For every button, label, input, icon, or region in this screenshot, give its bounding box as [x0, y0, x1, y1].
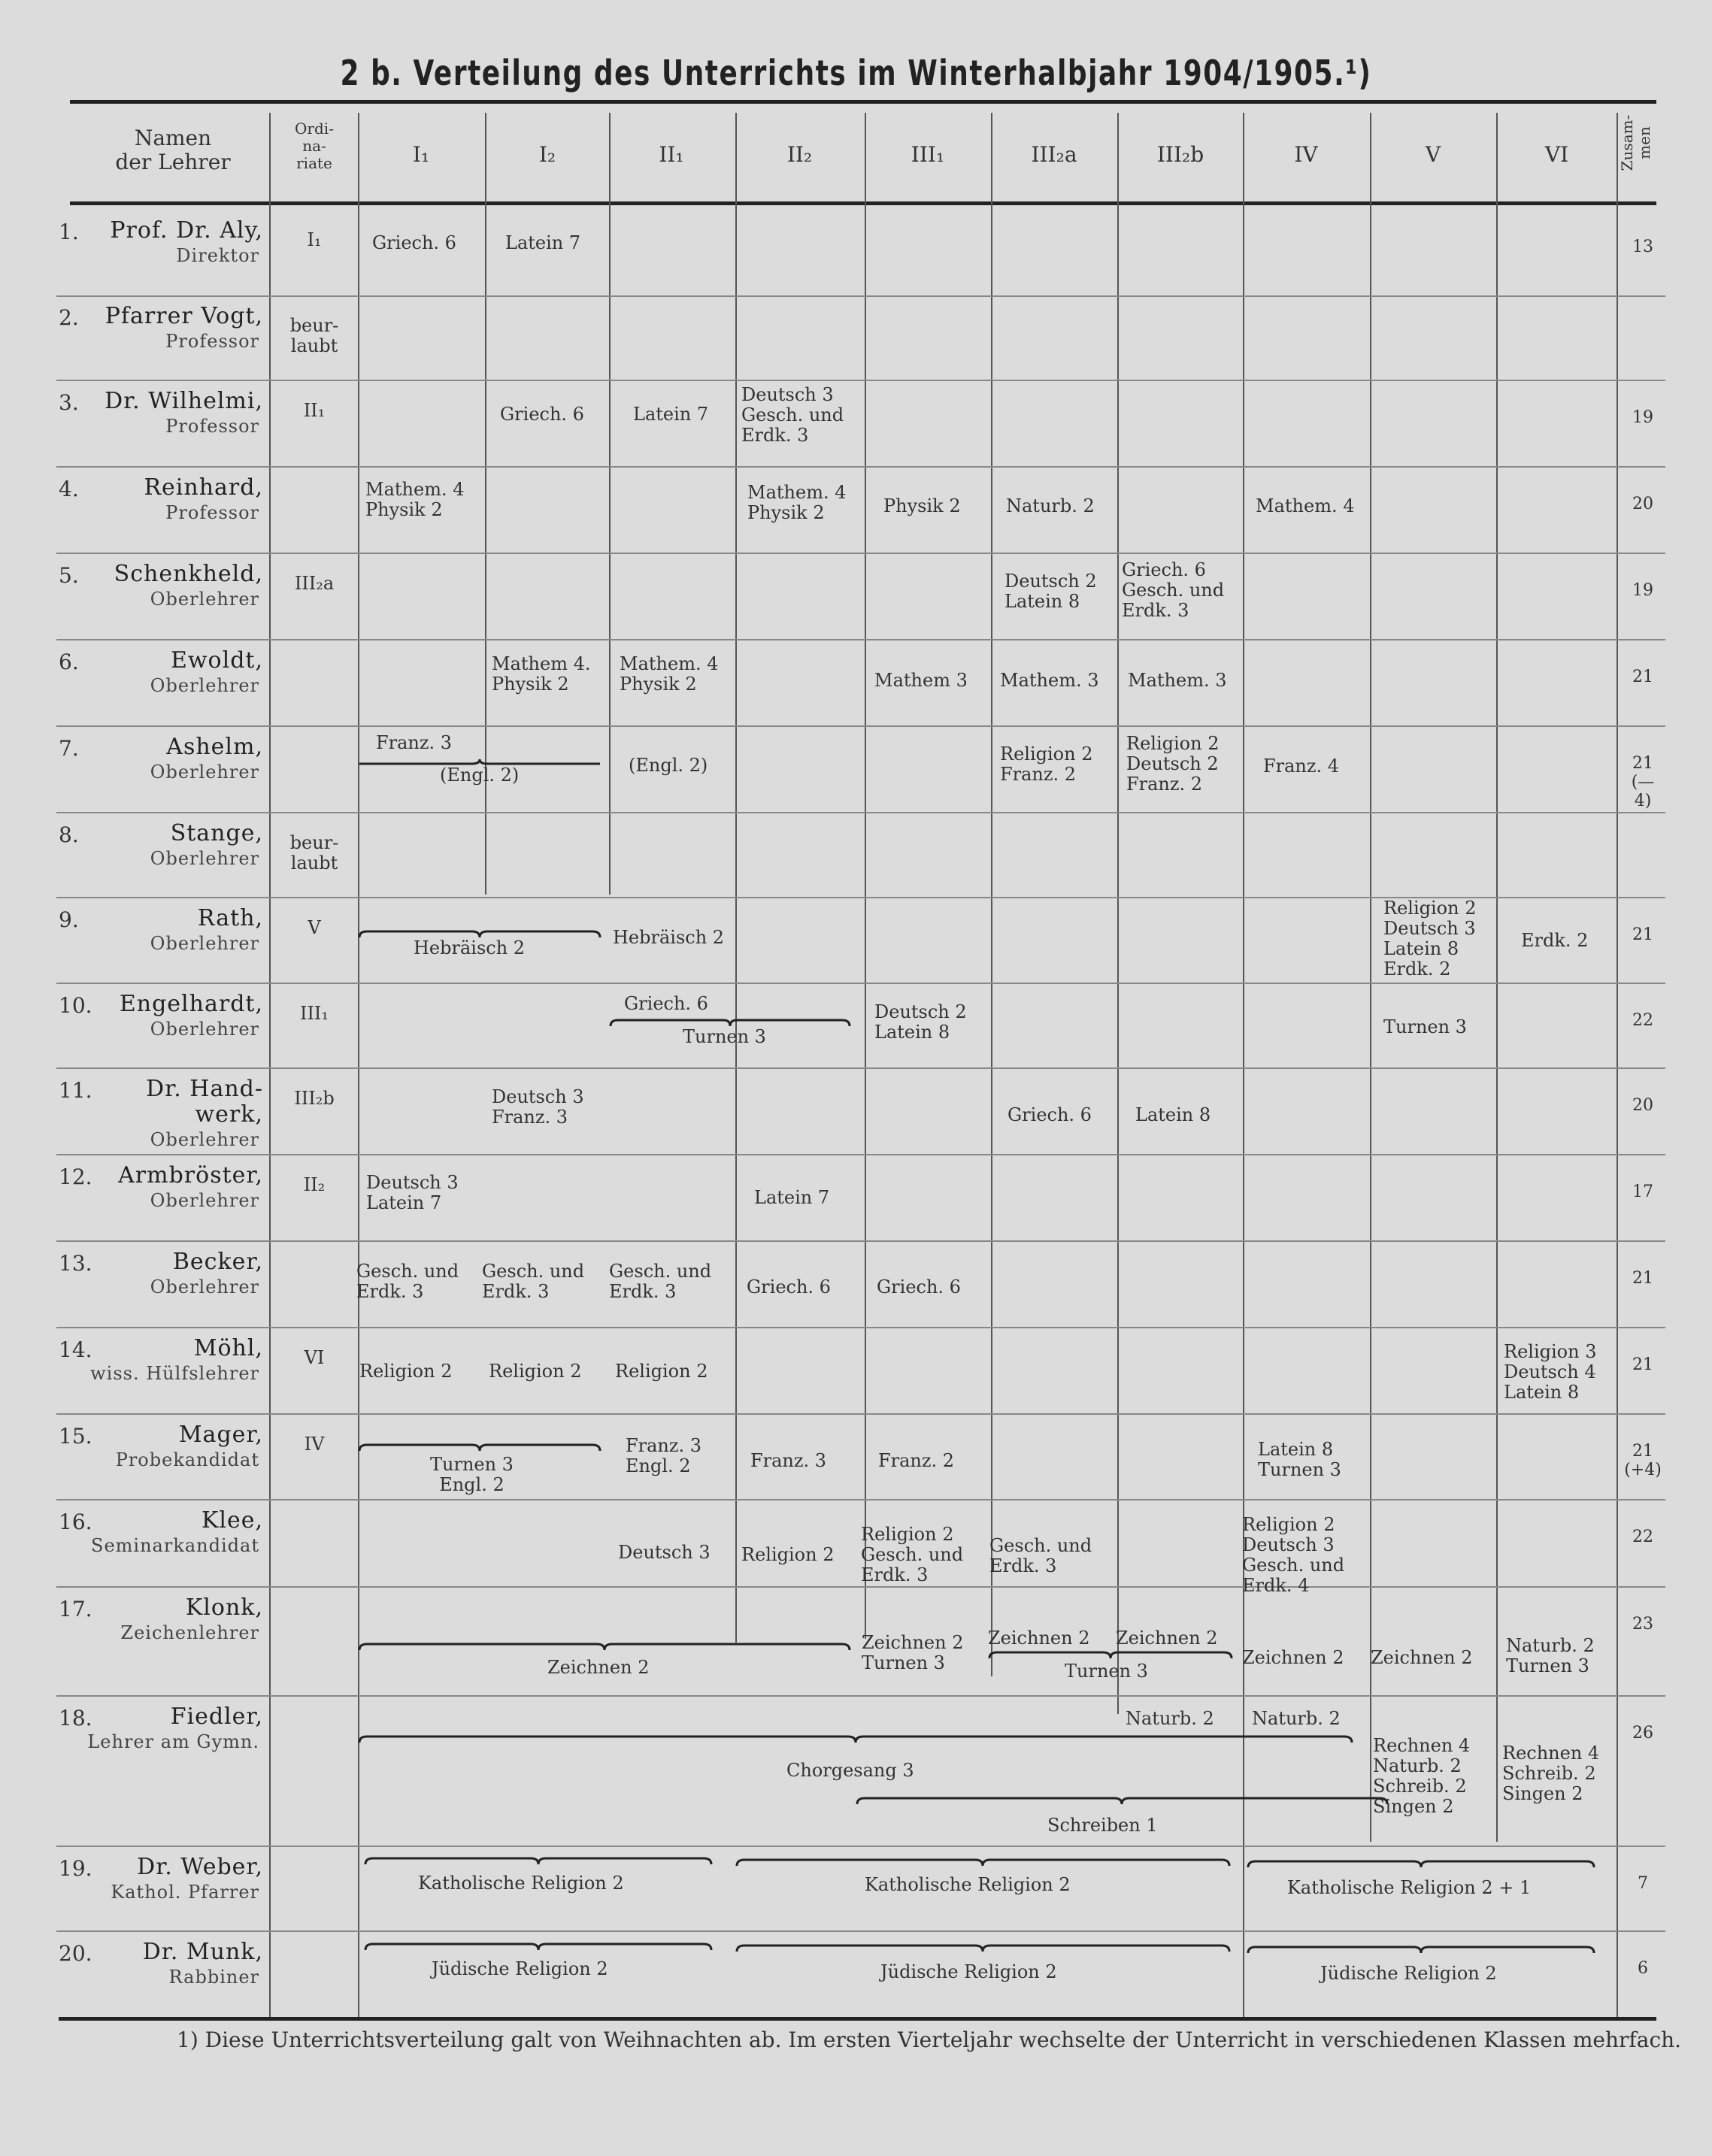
cell: Griech. 6 — [877, 1276, 961, 1298]
teacher-number: 18. — [59, 1706, 92, 1731]
brace — [365, 1943, 711, 1955]
cell: Zeichnen 2 — [988, 1628, 1090, 1649]
teacher-role: Direktor — [176, 245, 259, 266]
col-line — [1243, 113, 1244, 2017]
teacher-total: 21 (+4) — [1624, 1442, 1662, 1479]
teacher-ordinariat: beur- laubt — [289, 832, 339, 874]
cell: Franz. 4 — [1263, 756, 1340, 777]
teacher-name: Armbröster, — [118, 1162, 263, 1189]
cell: (Engl. 2) — [440, 765, 520, 786]
teacher-number: 20. — [59, 1941, 92, 1966]
teacher-name: Möhl, — [193, 1335, 263, 1361]
cell: Jüdische Religion 2 — [432, 1958, 608, 1979]
row-line — [56, 1413, 1665, 1415]
cell: Erdk. 2 — [1521, 930, 1589, 951]
teacher-total: 7 — [1638, 1874, 1648, 1893]
cell: Deutsch 2 Latein 8 — [874, 1001, 967, 1043]
teacher-name: Dr. Munk, — [142, 1939, 263, 1965]
row-line — [56, 1930, 1665, 1932]
brace — [359, 1735, 1352, 1747]
cell: Rechnen 4 Schreib. 2 Singen 2 — [1502, 1743, 1600, 1804]
cell: Schreiben 1 — [1047, 1815, 1158, 1836]
teacher-total: 21 — [1632, 668, 1653, 686]
teacher-role: Zeichenlehrer — [120, 1622, 259, 1643]
teacher-total: 22 — [1632, 1011, 1653, 1030]
row-line — [56, 1067, 1665, 1069]
row-line — [56, 812, 1665, 813]
cell: Chorgesang 3 — [786, 1760, 914, 1781]
cell: Mathem. 3 — [1128, 670, 1227, 691]
teacher-total: 19 — [1632, 408, 1653, 427]
teacher-role: Oberlehrer — [150, 1129, 259, 1150]
teacher-role: Professor — [165, 416, 259, 437]
row-line — [56, 1154, 1665, 1155]
cell: Religion 2 Franz. 2 — [1000, 743, 1093, 785]
teacher-total: 26 — [1632, 1724, 1653, 1743]
col-line — [1496, 113, 1498, 1842]
header-class-IV: IV — [1294, 142, 1318, 167]
teacher-name: Ewoldt, — [170, 647, 263, 674]
cell: Mathem. 4 Physik 2 — [620, 653, 719, 695]
teacher-name: Schenkheld, — [114, 561, 263, 587]
cell: Zeichnen 2 — [1242, 1647, 1344, 1668]
teacher-role: Oberlehrer — [150, 762, 259, 783]
cell: Religion 2 — [615, 1361, 708, 1382]
cell: Hebräisch 2 — [414, 937, 526, 958]
teacher-role: Oberlehrer — [150, 933, 259, 954]
cell: Katholische Religion 2 — [865, 1874, 1071, 1895]
teacher-name: Pfarrer Vogt, — [105, 303, 263, 329]
cell: Gesch. und Erdk. 3 — [356, 1261, 459, 1302]
teacher-number: 5. — [59, 563, 79, 588]
col-line — [609, 113, 611, 895]
cell: Religion 2 Deutsch 3 Gesch. und Erdk. 4 — [1242, 1514, 1345, 1596]
brace — [1248, 1946, 1594, 1958]
brace — [359, 1443, 600, 1455]
footnote: 1) Diese Unterrichtsverteilung galt von Weihnachten ab. Im ersten Vierteljahr wechselte der Unterricht in verschiedenen Klassen mehrfach. — [177, 2027, 1682, 2052]
teacher-total: 20 — [1632, 1096, 1653, 1115]
teacher-name: Klee, — [201, 1507, 263, 1534]
teacher-ordinariat: II₁ — [303, 400, 326, 421]
top-rule — [70, 100, 1656, 104]
brace — [359, 758, 600, 770]
cell: Mathem. 4 — [1256, 495, 1355, 516]
row-line — [56, 466, 1665, 468]
cell: Deutsch 3 Latein 7 — [366, 1172, 459, 1213]
cell: Naturb. 2 — [1252, 1708, 1341, 1729]
cell: Mathem. 3 — [1000, 670, 1099, 691]
teacher-total: 23 — [1632, 1615, 1653, 1634]
cell: Mathem. 4 Physik 2 — [747, 482, 847, 523]
teacher-number: 2. — [59, 305, 79, 330]
cell: Latein 8 Turnen 3 — [1258, 1439, 1341, 1480]
teacher-name: Becker, — [172, 1249, 263, 1275]
cell: Griech. 6 — [747, 1276, 831, 1298]
teacher-total: 19 — [1632, 581, 1653, 600]
teacher-total: 17 — [1632, 1182, 1653, 1201]
teacher-name: Fiedler, — [170, 1703, 263, 1730]
teacher-total: 21 (—4) — [1631, 754, 1655, 810]
brace — [857, 1797, 1387, 1809]
cell: Religion 2 — [741, 1544, 835, 1565]
cell: Deutsch 3 Gesch. und Erdk. 3 — [741, 384, 844, 446]
cell: Jüdische Religion 2 — [880, 1961, 1057, 1982]
teacher-number: 9. — [59, 907, 79, 932]
teacher-role: Oberlehrer — [150, 1190, 259, 1211]
brace — [359, 930, 600, 942]
cell: Gesch. und Erdk. 3 — [609, 1261, 712, 1302]
teacher-name: Dr. Weber, — [137, 1854, 263, 1880]
teacher-total: 22 — [1632, 1528, 1653, 1546]
header-class-I2: I₂ — [538, 142, 556, 167]
teacher-role: Oberlehrer — [150, 848, 259, 869]
brace — [737, 1858, 1229, 1870]
brace — [989, 1651, 1232, 1663]
cell: Turnen 3 — [1383, 1016, 1467, 1037]
teacher-ordinariat: I₁ — [307, 229, 322, 250]
teacher-ordinariat: VI — [304, 1347, 325, 1368]
col-line — [358, 113, 359, 2017]
teacher-role: Lehrer am Gymn. — [87, 1731, 259, 1752]
teacher-role: Rabbiner — [168, 1967, 259, 1988]
header-class-V: V — [1425, 142, 1441, 167]
col-line — [1117, 113, 1119, 1714]
row-line — [56, 1695, 1665, 1697]
header-class-II1: II₁ — [659, 142, 684, 167]
teacher-name: Rath, — [197, 905, 263, 931]
teacher-name: Stange, — [170, 820, 263, 846]
cell: Griech. 6 Gesch. und Erdk. 3 — [1122, 559, 1225, 621]
cell: Turnen 3 Engl. 2 — [430, 1454, 514, 1495]
teacher-number: 8. — [59, 822, 79, 847]
header-rule — [70, 201, 1656, 205]
teacher-role: Kathol. Pfarrer — [111, 1882, 259, 1903]
cell: Franz. 3 — [750, 1450, 827, 1471]
row-line — [56, 1240, 1665, 1242]
teacher-role: Oberlehrer — [150, 1276, 259, 1298]
teacher-ordinariat: IV — [304, 1434, 325, 1455]
teacher-role: Probekandidat — [115, 1449, 259, 1470]
cell: Religion 3 Deutsch 4 Latein 8 — [1504, 1341, 1597, 1403]
teacher-ordinariat: III₂a — [294, 573, 335, 594]
cell: Deutsch 3 Franz. 3 — [492, 1086, 584, 1128]
row-line — [56, 725, 1665, 727]
teacher-number: 16. — [59, 1510, 92, 1534]
cell: Zeichnen 2 — [1116, 1628, 1218, 1649]
teacher-role: Oberlehrer — [150, 1019, 259, 1040]
teacher-number: 12. — [59, 1164, 92, 1189]
teacher-name: Mager, — [178, 1422, 263, 1448]
brace — [1248, 1860, 1594, 1872]
col-line — [269, 113, 271, 2017]
header-class-I1: I₁ — [412, 142, 430, 167]
row-line — [56, 1846, 1665, 1847]
row-line — [56, 1499, 1665, 1500]
brace — [611, 1019, 850, 1031]
teacher-role: Oberlehrer — [150, 675, 259, 696]
teacher-number: 7. — [59, 736, 79, 761]
teacher-total: 21 — [1632, 1269, 1653, 1288]
teacher-number: 15. — [59, 1424, 92, 1449]
cell: Religion 2 Deutsch 2 Franz. 2 — [1126, 733, 1220, 795]
cell: Latein 7 — [633, 404, 709, 425]
teacher-number: 13. — [59, 1251, 92, 1276]
teacher-number: 3. — [59, 390, 79, 415]
cell: Naturb. 2 — [1126, 1708, 1214, 1729]
teacher-ordinariat: II₂ — [303, 1174, 326, 1195]
teacher-number: 19. — [59, 1856, 92, 1881]
col-line — [1617, 113, 1618, 2017]
cell: Religion 2 — [489, 1361, 582, 1382]
cell: Religion 2 — [359, 1361, 453, 1382]
cell: Physik 2 — [883, 495, 961, 516]
header-class-III2b: III₂b — [1156, 142, 1204, 167]
teacher-number: 4. — [59, 477, 79, 501]
cell: Deutsch 3 — [618, 1542, 711, 1563]
cell: Griech. 6 — [500, 404, 584, 425]
teacher-total: 13 — [1632, 238, 1653, 256]
teacher-ordinariat: III₁ — [299, 1003, 329, 1024]
teacher-number: 10. — [59, 993, 92, 1018]
brace — [359, 1643, 850, 1655]
teacher-total: 21 — [1632, 1355, 1653, 1374]
teacher-ordinariat: III₂b — [294, 1088, 335, 1109]
header-class-III1: III₁ — [911, 142, 945, 167]
cell: Turnen 3 — [1065, 1661, 1148, 1682]
cell: Griech. 6 — [624, 993, 708, 1014]
col-line — [991, 113, 992, 1676]
cell: Mathem 4. Physik 2 — [492, 653, 591, 695]
teacher-name: Engelhardt, — [119, 991, 263, 1017]
brace — [737, 1944, 1229, 1956]
row-line — [56, 639, 1665, 640]
teacher-role: Professor — [165, 502, 259, 523]
page-title: 2 b. Verteilung des Unterrichts im Winterhalbjahr 1904/1905.¹) — [340, 53, 1372, 93]
teacher-name: Ashelm, — [166, 734, 263, 760]
cell: Latein 8 — [1135, 1104, 1211, 1125]
teacher-ordinariat: V — [308, 917, 321, 938]
header-ordinariate: Ordi- na- riate — [295, 120, 334, 172]
cell: Griech. 6 — [372, 232, 456, 253]
cell: Latein 7 — [754, 1187, 830, 1208]
brace — [365, 1857, 711, 1869]
teacher-role: Seminarkandidat — [91, 1535, 259, 1556]
cell: Franz. 3 — [376, 732, 453, 753]
teacher-number: 1. — [59, 220, 79, 244]
cell: Deutsch 2 Latein 8 — [1004, 571, 1097, 612]
cell: Naturb. 2 — [1006, 495, 1095, 516]
teacher-role: Oberlehrer — [150, 589, 259, 610]
cell: Griech. 6 — [1008, 1104, 1092, 1125]
cell: Katholische Religion 2 — [418, 1873, 624, 1894]
cell: Rechnen 4 Naturb. 2 Schreib. 2 Singen 2 — [1373, 1735, 1471, 1817]
cell: Katholische Religion 2 + 1 — [1287, 1877, 1532, 1898]
row-line — [56, 983, 1665, 984]
header-class-VI: VI — [1544, 142, 1569, 167]
teacher-name: Prof. Dr. Aly, — [110, 217, 263, 244]
row-line — [56, 1586, 1665, 1588]
cell: Religion 2 Deutsch 3 Latein 8 Erdk. 2 — [1383, 898, 1477, 980]
teacher-name: Klonk, — [185, 1594, 263, 1621]
col-line — [1370, 113, 1371, 1842]
teacher-name: Reinhard, — [144, 474, 263, 501]
cell: Gesch. und Erdk. 3 — [989, 1535, 1092, 1576]
row-line — [56, 1327, 1665, 1328]
header-class-III2a: III₂a — [1031, 142, 1077, 167]
teacher-role: wiss. Hülfslehrer — [90, 1363, 259, 1384]
cell: Zeichnen 2 Turnen 3 — [862, 1632, 964, 1673]
row-line — [56, 295, 1665, 297]
bottom-rule — [59, 2017, 1656, 2021]
cell: Mathem. 4 Physik 2 — [365, 479, 465, 520]
cell: Religion 2 Gesch. und Erdk. 3 — [861, 1524, 964, 1585]
teacher-name: Dr. Hand- werk, — [146, 1076, 263, 1128]
cell: Gesch. und Erdk. 3 — [482, 1261, 585, 1302]
header-class-II2: II₂ — [786, 142, 813, 167]
header-names: Namen der Lehrer — [115, 126, 231, 174]
teacher-role: Professor — [165, 331, 259, 352]
teacher-number: 11. — [59, 1078, 92, 1103]
cell: Franz. 2 — [878, 1450, 955, 1471]
teacher-number: 14. — [59, 1337, 92, 1362]
cell: Mathem 3 — [874, 670, 968, 691]
teacher-number: 6. — [59, 650, 79, 674]
col-line — [865, 113, 866, 1639]
cell: (Engl. 2) — [629, 755, 708, 776]
cell: Naturb. 2 Turnen 3 — [1506, 1635, 1595, 1676]
teacher-total: 21 — [1632, 925, 1653, 944]
row-line — [56, 553, 1665, 554]
cell: Jüdische Religion 2 — [1320, 1963, 1497, 1984]
teacher-number: 17. — [59, 1597, 92, 1622]
teacher-total: 6 — [1638, 1959, 1648, 1978]
row-line — [56, 380, 1665, 381]
cell: Latein 7 — [505, 232, 581, 253]
header-total: Zusam- men — [1618, 114, 1653, 171]
cell: Hebräisch 2 — [613, 927, 725, 948]
teacher-total: 20 — [1632, 495, 1653, 513]
teacher-ordinariat: beur- laubt — [289, 315, 339, 356]
cell: Zeichnen 2 — [1371, 1647, 1473, 1668]
cell: Franz. 3 Engl. 2 — [626, 1435, 702, 1476]
cell: Zeichnen 2 — [547, 1657, 650, 1678]
cell: Turnen 3 — [683, 1026, 766, 1047]
teacher-name: Dr. Wilhelmi, — [105, 388, 263, 414]
